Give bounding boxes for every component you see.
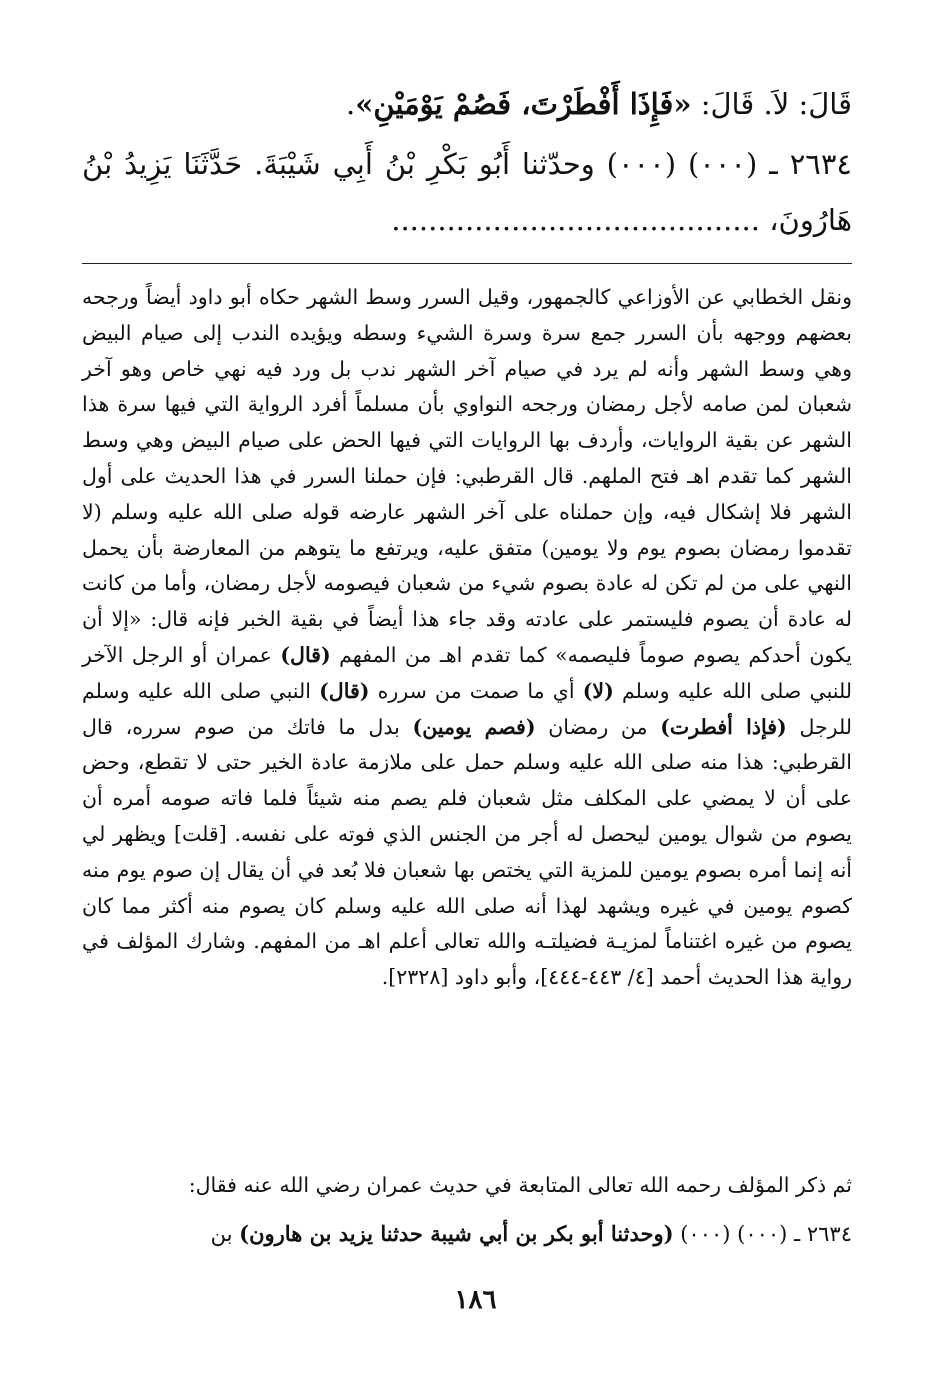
footnote-divider <box>82 263 852 264</box>
commentary-paragraph <box>82 280 852 996</box>
commentary-bold-1: (قال) <box>280 642 331 667</box>
followup-isnad-suffix: بن <box>210 1222 240 1246</box>
hadith-matn-line <box>82 78 852 130</box>
matn-suffix: . <box>345 87 356 121</box>
matn-prefix: قَالَ: لاَ. قَالَ: <box>691 87 852 121</box>
followup-intro: ثم ذكر المؤلف رحمه الله تعالى المتابعة في حديث عمران رضي الله عنه فقال: <box>188 1173 852 1197</box>
commentary-text-6: بدل ما فاتك من صوم سرره، قال القرطبي: هذا منه صلى الله عليه وسلم حمل على ملازمة عادة الخير حتى لا تقطع، وحض على أن لا يمضي على المكلف مثل شعبان فلم يصم منه شيئاً فلما فاته صومه أمره أن يصوم من شوال يومين ليحصل له أجر من الجنس الذي فوته على نفسه. [قلت] ويظهر لي أنه إنما أمره بصوم يومين للمزية التي يختص بها شعبان فلا بُعد في أن يقال إن صوم يوم منه كصوم يومين في غيره ويشهد لهذا أنه صلى الله عليه وسلم كان يصوم منه أكثر مما كان يصوم من غيره اغتناماً لمزيـة فضيلتـه والله تعالى أعلم اهـ من المفهم. وشارك المؤلف في رواية هذا الحديث أحمد [٤/ ٤٤٣-٤٤٤]، وأبو داود [٢٣٢٨]. <box>82 714 852 990</box>
commentary-bold-5: (فصم يومين) <box>412 714 536 739</box>
followup-isnad-bold: (وحدثنا أبو بكر بن أبي شيبة حدثنا يزيد بن هارون) <box>239 1221 674 1246</box>
commentary-text-4: النبي صلى الله عليه وسلم للرجل <box>82 678 852 739</box>
commentary-text-2: عمران أو الرجل الآخر للنبي صلى الله عليه وسلم <box>82 642 852 703</box>
commentary-bold-2: (لا) <box>582 678 614 703</box>
followup-isnad <box>82 1215 852 1253</box>
commentary-text-3: أي ما صمت من سرره <box>369 678 583 703</box>
page-number: ١٨٦ <box>454 1285 497 1315</box>
commentary-bold-3: (قال) <box>319 678 370 703</box>
commentary-bold-4: (فإذا أفطرت) <box>660 714 787 739</box>
followup-isnad-prefix: ٢٦٣٤ ـ (٠٠٠) (٠٠٠) <box>673 1222 852 1246</box>
commentary-text-5: من رمضان <box>535 714 661 739</box>
hadith-isnad: ٢٦٣٤ ـ (٠٠٠) (٠٠٠) وحدّثنا أَبُو بَكْرِ بْنُ أَبِي شَيْبَةَ. حَدَّثَنَا يَزِيدُ بْنُ هَارُونَ، ........................................ <box>82 147 852 237</box>
hadith-text-block <box>82 78 852 248</box>
commentary-text-1: ونقل الخطابي عن الأوزاعي كالجمهور، وقيل السرر وسط الشهر حكاه أبو داود أيضاً ورجحه بعضهم ووجهه بأن السرر جمع سرة وسرة الشيء وسطه ويؤيده الندب إلى صيام البيض وهي وسط الشهر وأنه لم يرد في صيام آخر الشهر ندب بل ورد فيه نهي خاص وهو آخر شعبان لمن صامه لأجل رمضان ورجحه النواوي بأن مسلماً أفرد الرواية التي فيها سرة هذا الشهر عن بقية الروايات، وأردف بها الروايات التي فيها الحض على صيام البيض وهي وسط الشهر كما تقدم اهـ فتح الملهم. قال القرطبي: فإن حملنا السرر في هذا الحديث على أول الشهر فلا إشكال فيه، وإن حملناه على آخر الشهر عارضه قوله صلى الله عليه وسلم (لا تقدموا رمضان بصوم يوم ولا يومين) متفق عليه، ويرتفع ما يتوهم من المعارضة بأن يحمل النهي على من لم تكن له عادة بصوم شيء من شعبان فيصومه لأجل رمضان، وأما من كانت له عادة أن يصوم فليستمر على عادته وقد جاء هذا أيضاً في بقية الخبر فإنه قال: «إلا أن يكون أحدكم يصوم صوماً فليصمه» كما تقدم اهـ من المفهم <box>82 285 852 667</box>
matn-quote: «فَإِذَا أَفْطَرْتَ، فَصُمْ يَوْمَيْنِ» <box>355 87 692 121</box>
